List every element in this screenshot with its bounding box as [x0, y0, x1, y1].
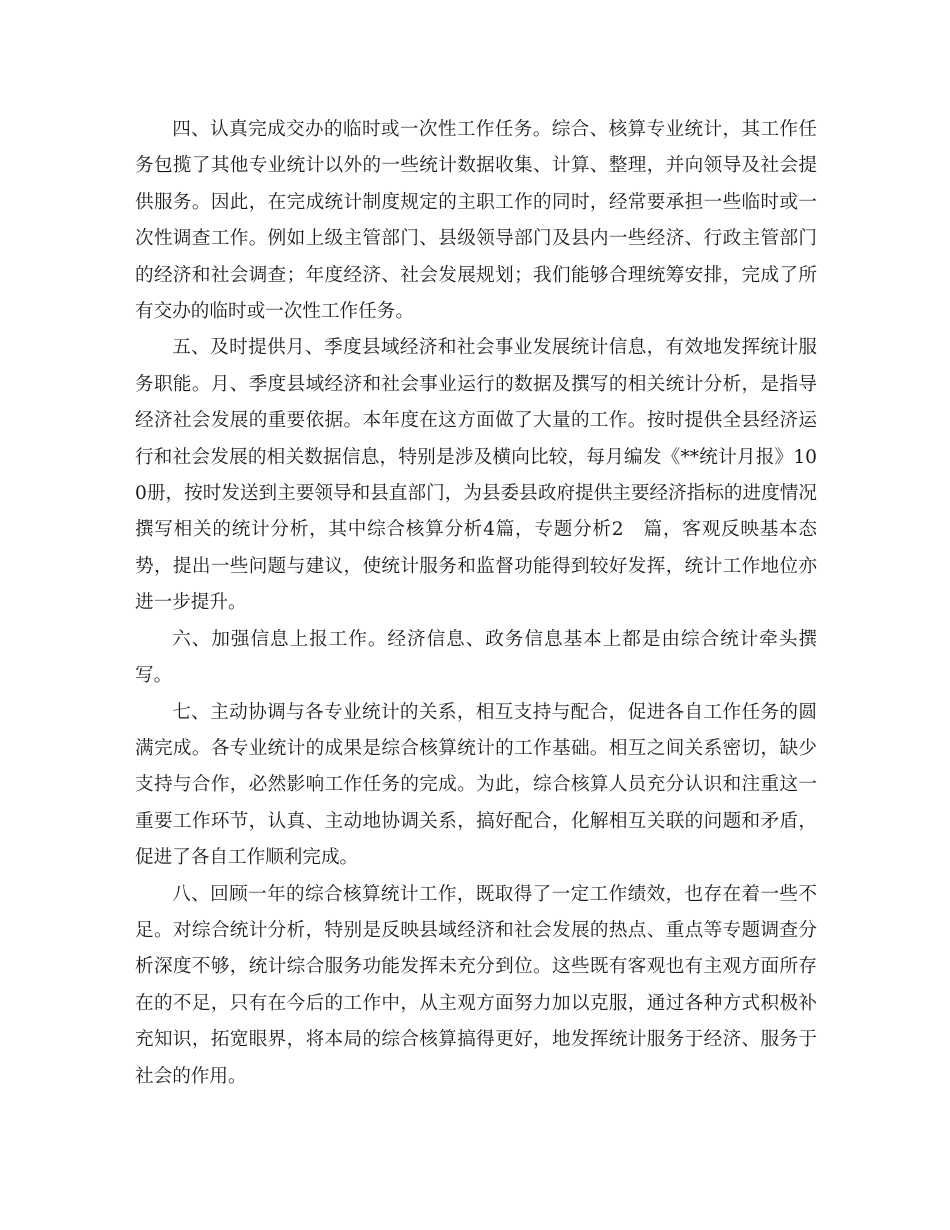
paragraph-item-4: 四、认真完成交办的临时或一次性工作任务。综合、核算专业统计，其工作任务包揽了其他专业统计以外的一些统计数据收集、计算、整理，并向领导及社会提供服务。因此，在完成统计制度规定的主职工作的同时，经常要承担一些临时或一次性调查工作。例如上级主管部门、县级领导部门及县内一些经济、行政主管部门的经济和社会调查；年度经济、社会发展规划；我们能够合理统筹安排，完成了所有交办的临时或一次性工作任务。 — [135, 119, 817, 323]
paragraph-item-7: 七、主动协调与各专业统计的关系，相互支持与配合，促进各自工作任务的圆满完成。各专业统计的成果是综合核算统计的工作基础。相互之间关系密切，缺少支持与合作，必然影响工作任务的完成。为此，综合核算人员充分认识和注重这一重要工作环节，认真、主动地协调关系，搞好配合，化解相互关联的问题和矛盾，促进了各自工作顺利完成。 — [135, 701, 817, 869]
document-body — [135, 112, 817, 1095]
paragraph-item-8: 八、回顾一年的综合核算统计工作，既取得了一定工作绩效，也存在着一些不足。对综合统计分析，特别是反映县域经济和社会发展的热点、重点等专题调查分析深度不够，统计综合服务功能发挥未充分到位。这些既有客观也有主观方面所存在的不足，只有在今后的工作中，从主观方面努力加以克服，通过各种方式积极补充知识，拓宽眼界，将本局的综合核算搞得更好，地发挥统计服务于经济、服务于社会的作用。 — [135, 883, 817, 1087]
paragraph-item-5: 五、及时提供月、季度县域经济和社会事业发展统计信息，有效地发挥统计服务职能。月、季度县域经济和社会事业运行的数据及撰写的相关统计分析，是指导经济社会发展的重要依据。本年度在这方面做了大量的工作。按时提供全县经济运行和社会发展的相关数据信息，特别是涉及横向比较，每月编发《**统计月报》100册，按时发送到主要领导和县直部门，为县委县政府提供主要经济指标的进度情况撰写相关的统计分析，其中综合核算分析4篇，专题分析2 篇，客观反映基本态势，提出一些问题与建议，使统计服务和监督功能得到较好发挥，统计工作地位亦进一步提升。 — [135, 337, 817, 614]
paragraph-item-6: 六、加强信息上报工作。经济信息、政务信息基本上都是由综合统计牵头撰写。 — [135, 628, 817, 687]
